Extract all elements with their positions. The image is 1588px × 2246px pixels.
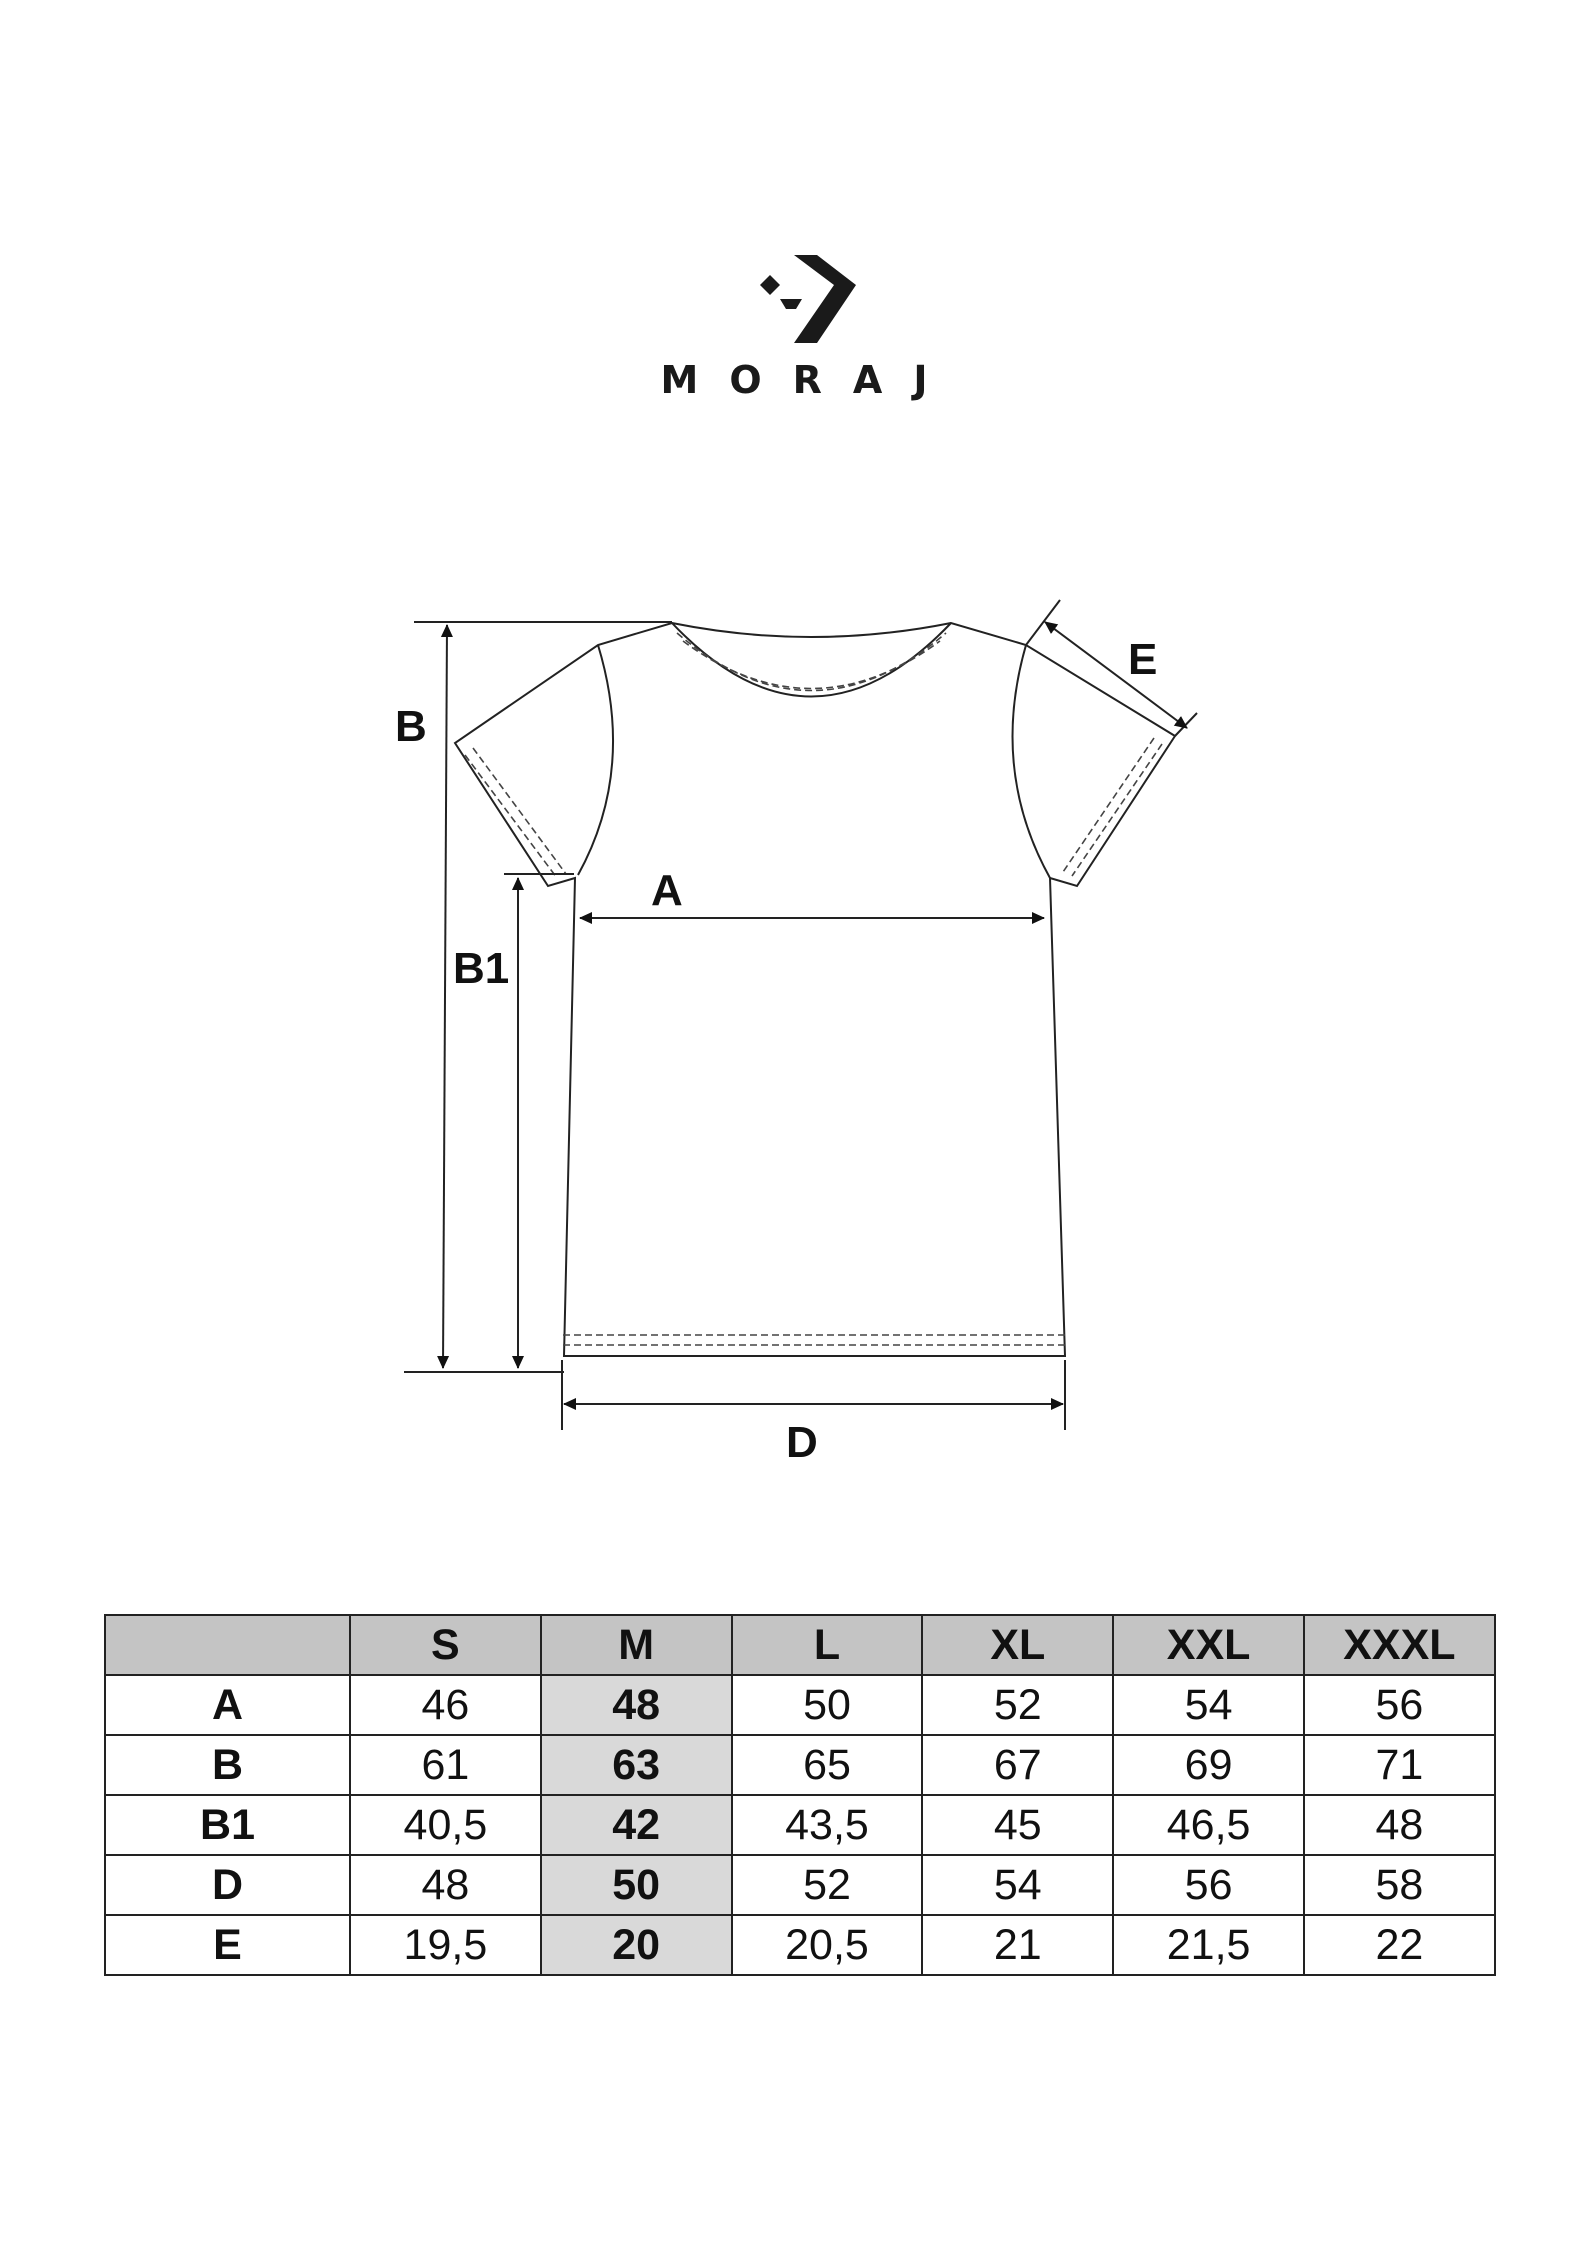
size-header-xl: XL xyxy=(922,1615,1113,1675)
tshirt-outline xyxy=(455,623,1175,1356)
dimension-label-e: E xyxy=(1128,635,1158,684)
table-row xyxy=(105,1735,1495,1795)
table-cell-highlight: 50 xyxy=(541,1855,732,1915)
table-row xyxy=(105,1795,1495,1855)
size-table xyxy=(104,1614,1496,1976)
size-header-s: S xyxy=(350,1615,541,1675)
table-cell: 67 xyxy=(922,1735,1113,1795)
table-row xyxy=(105,1675,1495,1735)
table-cell: 45 xyxy=(922,1795,1113,1855)
table-cell-highlight: 48 xyxy=(541,1675,732,1735)
table-cell: 71 xyxy=(1304,1735,1495,1795)
row-label: D xyxy=(105,1855,350,1915)
table-cell-highlight: 63 xyxy=(541,1735,732,1795)
dimension-label-d: D xyxy=(786,1418,818,1467)
table-cell: 48 xyxy=(350,1855,541,1915)
table-cell: 21,5 xyxy=(1113,1915,1304,1975)
table-cell: 54 xyxy=(1113,1675,1304,1735)
table-cell: 65 xyxy=(732,1735,923,1795)
stitching xyxy=(465,633,1162,1345)
dimension-label-b: B xyxy=(395,702,427,751)
table-cell: 52 xyxy=(732,1855,923,1915)
table-cell: 54 xyxy=(922,1855,1113,1915)
table-cell: 20,5 xyxy=(732,1915,923,1975)
table-cell: 48 xyxy=(1304,1795,1495,1855)
table-cell: 19,5 xyxy=(350,1915,541,1975)
table-cell: 46,5 xyxy=(1113,1795,1304,1855)
size-header-xxxl: XXXL xyxy=(1304,1615,1495,1675)
size-header-xxl: XXL xyxy=(1113,1615,1304,1675)
measure-lines xyxy=(404,600,1197,1430)
table-cell-highlight: 20 xyxy=(541,1915,732,1975)
table-cell: 43,5 xyxy=(732,1795,923,1855)
table-cell: 58 xyxy=(1304,1855,1495,1915)
row-label: A xyxy=(105,1675,350,1735)
table-row xyxy=(105,1855,1495,1915)
dimension-label-b1: B1 xyxy=(453,944,510,993)
table-row xyxy=(105,1915,1495,1975)
table-cell: 56 xyxy=(1113,1855,1304,1915)
size-header-row xyxy=(105,1615,1495,1675)
size-header-l: L xyxy=(732,1615,923,1675)
table-cell: 56 xyxy=(1304,1675,1495,1735)
table-cell: 40,5 xyxy=(350,1795,541,1855)
table-cell: 22 xyxy=(1304,1915,1495,1975)
size-header-m: M xyxy=(541,1615,732,1675)
table-cell: 21 xyxy=(922,1915,1113,1975)
table-cell: 52 xyxy=(922,1675,1113,1735)
table-cell: 46 xyxy=(350,1675,541,1735)
table-cell: 50 xyxy=(732,1675,923,1735)
table-cell-highlight: 42 xyxy=(541,1795,732,1855)
corner-cell xyxy=(105,1615,350,1675)
table-cell: 61 xyxy=(350,1735,541,1795)
row-label: E xyxy=(105,1915,350,1975)
dimension-label-a: A xyxy=(651,866,683,915)
brand-name: MORAJ xyxy=(660,358,959,402)
row-label: B xyxy=(105,1735,350,1795)
row-label: B1 xyxy=(105,1795,350,1855)
table-cell: 69 xyxy=(1113,1735,1304,1795)
